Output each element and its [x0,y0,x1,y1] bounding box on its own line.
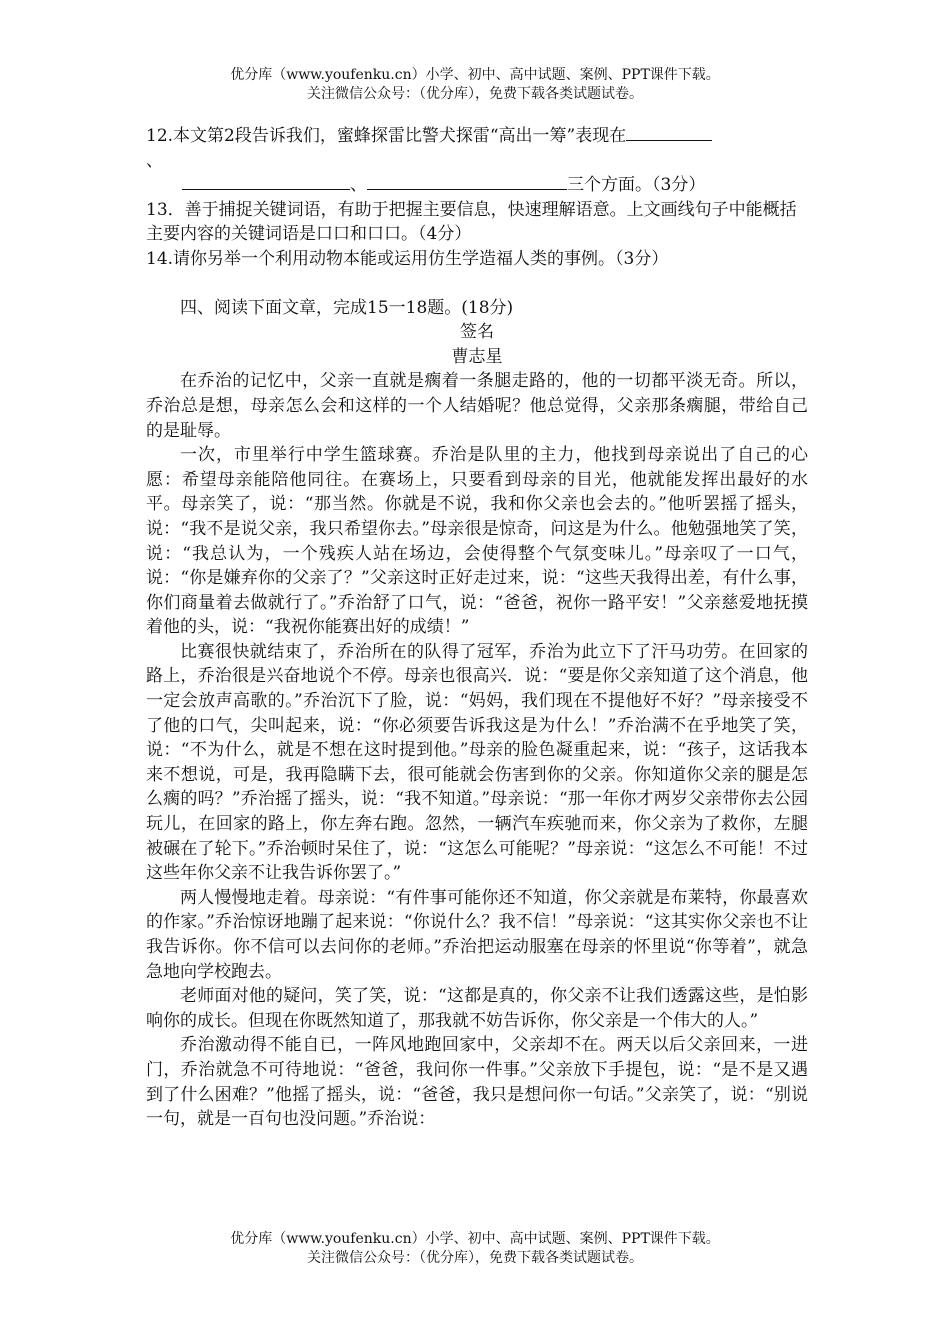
question-12 [146,124,808,198]
answer-blank-3[interactable] [367,173,567,190]
footer-line-2: 关注微信公众号：（优分库），免费下载各类试题试卷。 [307,1250,643,1266]
section-heading: 四、阅读下面文章，完成15一18题。(18分) [180,297,514,318]
page-header [0,66,950,104]
question-12-text: 12.本文第2段告诉我们，蜜蜂探雷比警犬探雷“高出一筹”表现在 [146,126,627,146]
page-footer [0,1230,950,1268]
header-line-2: 关注微信公众号：（优分库），免费下载各类试题试卷。 [307,86,643,102]
answer-blank-2[interactable] [182,173,350,190]
article-author: 曹志星 [451,346,503,367]
question-12-separator: 、 [350,175,367,196]
article-paragraph: 乔治激动得不能自已，一阵风地跑回家中，父亲却不在。两天以后父亲回来，一进门，乔治就急不可待地说：“爸爸，我问你一件事。”父亲放下手提包，说：“是不是又遇到了什么困难？”他摇了摇头，说：“爸爸，我只是想问你一句话。”父亲笑了，说：“别说一句，就是一百句也没问题。”乔治说： [146,1035,808,1130]
question-12-dun: 、 [146,150,163,171]
document-body [146,124,808,1132]
footer-line-1: 优分库（www.youfenku.cn）小学、初中、高中试题、案例、PPT课件下载。 [230,1231,720,1247]
question-13: 13．善于捕捉关键词语，有助于把握主要信息，快速理解语意。上文画线句子中能概括主要内容的关键词语是口口和口口。（4分） [146,199,797,245]
question-14: 14.请你另举一个利用动物本能或运用仿生学造福人类的事例。（3分） [146,248,669,269]
article-paragraph: 老师面对他的疑问，笑了笑，说：“这都是真的，你父亲不让我们透露这些，是怕影响你的成长。但现在你既然知道了，那我就不妨告诉你，你父亲是一个伟大的人。” [146,986,808,1031]
article-paragraph: 两人慢慢地走着。母亲说：“有件事可能你还不知道，你父亲就是布莱特，你最喜欢的作家。”乔治惊讶地蹦了起来说：“你说什么？我不信！”母亲说：“这其实你父亲也不让我告诉你。你不信可以去问你的老师。”乔治把运动服塞在母亲的怀里说“你等着”，就急急地向学校跑去。 [146,887,808,982]
article-paragraph: 比赛很快就结束了，乔治所在的队得了冠军，乔治为此立下了汗马功劳。在回家的路上，乔治很是兴奋地说个不停。母亲也很高兴．说：“要是你父亲知道了这个消息，他一定会放声高歌的。”乔治沉下了脸，说：“妈妈，我们现在不提他好不好？”母亲接受不了他的口气，尖叫起来，说：“你必须要告诉我这是为什么！”乔治满不在乎地笑了笑，说：“不为什么，就是不想在这时提到他。”母亲的脸色凝重起来，说：“孩子，这话我本来不想说，可是，我再隐瞒下去，很可能就会伤害到你的父亲。你知道你父亲的腿是怎么瘸的吗？”乔治摇了摇头，说：“我不知道。”母亲说：“那一年你才两岁父亲带你去公园玩儿，在回家的路上，你左奔右跑。忽然，一辆汽车疾驰而来，你父亲为了救你，左腿被碾在了轮下。”乔治顿时呆住了，说：“这怎么可能呢？”母亲说：“这怎么不可能！不过这些年你父亲不让我告诉你罢了。” [146,641,808,884]
article-title: 签名 [460,322,494,343]
header-line-1: 优分库（www.youfenku.cn）小学、初中、高中试题、案例、PPT课件下载。 [230,67,720,83]
article-paragraph: 一次，市里举行中学生篮球赛。乔治是队里的主力，他找到母亲说出了自己的心愿：希望母亲能陪他同往。在赛场上，只要看到母亲的目光，他就能发挥出最好的水平。母亲笑了，说：“那当然。你就是不说，我和你父亲也会去的。”他听罢摇了摇头，说：“我不是说父亲，我只希望你去。”母亲很是惊奇，问这是为什么。他勉强地笑了笑，说：“我总认为，一个残疾人站在场边，会使得整个气氛变味儿。”母亲叹了一口气，说：“你是嫌弃你的父亲了？”父亲这时正好走过来，说：“这些天我得出差，有什么事，你们商量着去做就行了。”乔治舒了口气，说：“爸爸，祝你一路平安！”父亲慈爱地抚摸着他的头，说：“我祝你能赛出好的成绩！” [146,445,808,638]
question-12-suffix: 三个方面。（3分） [567,175,706,196]
answer-blank-1[interactable] [626,124,712,141]
article-paragraph: 在乔治的记忆中，父亲一直就是瘸着一条腿走路的，他的一切都平淡无奇。所以，乔治总是想，母亲怎么会和这样的一个人结婚呢？他总觉得，父亲那条瘸腿，带给自己的是耻辱。 [146,371,808,441]
